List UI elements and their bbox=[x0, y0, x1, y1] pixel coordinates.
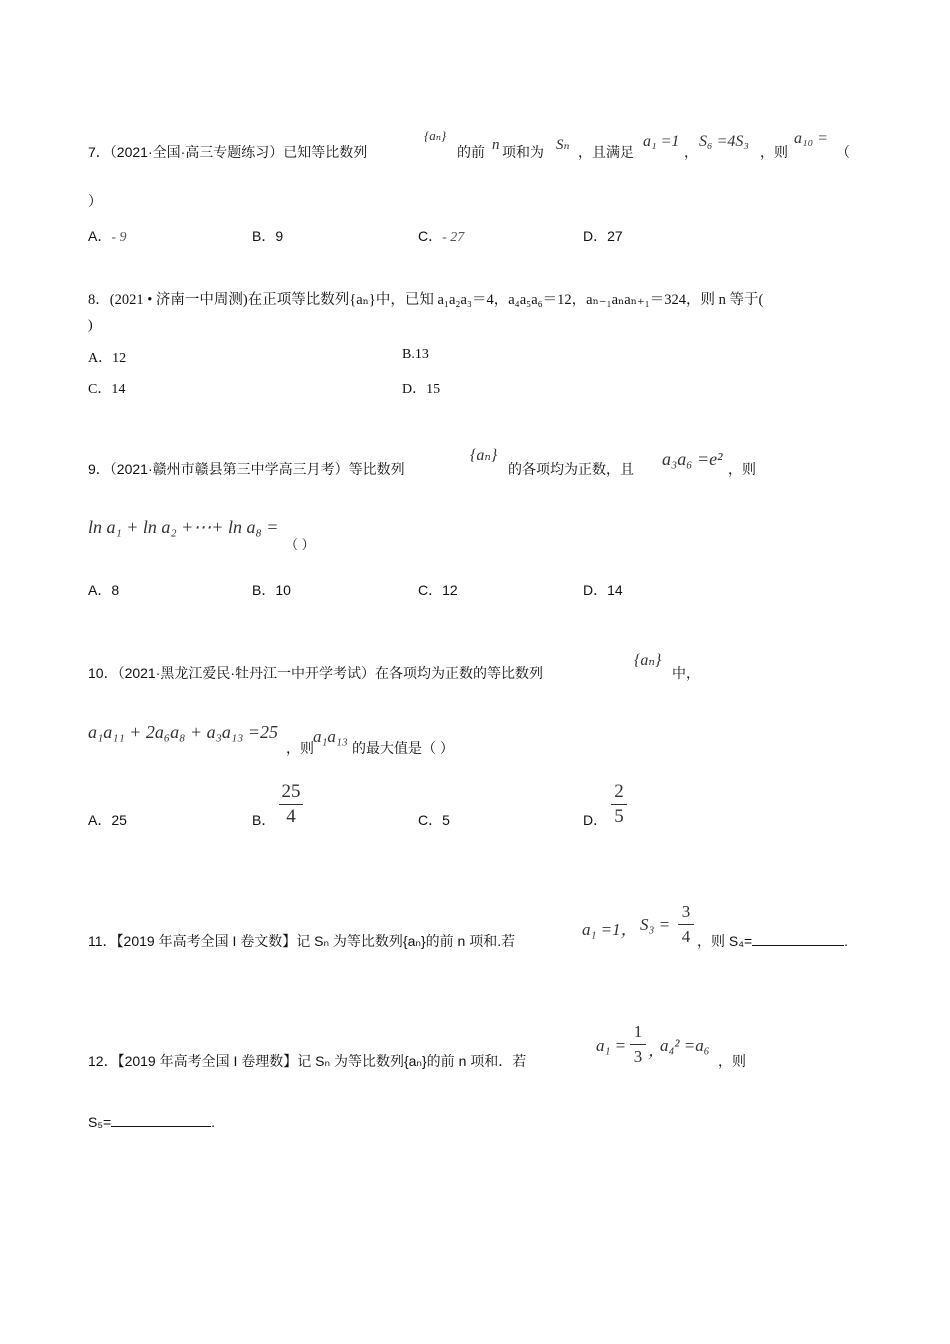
q12-condition: a₄² =a₆ bbox=[660, 1036, 710, 1055]
q11-stem: 11．【2019 年高考全国 I 卷文数】记 Sₙ 为等比数列{aₙ}的前 n 项和.若 bbox=[88, 933, 516, 949]
q12-fraction bbox=[630, 1021, 646, 1068]
q10-option-d-denominator: 5 bbox=[614, 806, 624, 827]
q7-Sn: Sₙ bbox=[556, 137, 570, 153]
q7-sequence: {aₙ} bbox=[424, 128, 447, 143]
q10-option-a: A．25 bbox=[88, 812, 127, 828]
q9-option-b: B．10 bbox=[252, 582, 291, 598]
q12-numerator: 1 bbox=[633, 1022, 643, 1041]
q11-condition-a1: a₁ =1， bbox=[582, 920, 638, 939]
q11-denominator: 4 bbox=[681, 927, 691, 946]
q10-source: （2021·黑龙江爱民·牡丹江一中开学考试）在各项均为正数的等比数列 bbox=[117, 665, 544, 681]
q7-comma: ， bbox=[684, 144, 698, 160]
q9-option-c: C．12 bbox=[418, 582, 458, 598]
q9-sequence: {aₙ} bbox=[470, 447, 498, 464]
q9-condition: a₃a₆ =e² bbox=[662, 449, 723, 469]
q11-answer-label: ，则 S₄= bbox=[697, 933, 753, 949]
q9-text-then: ，则 bbox=[728, 461, 756, 477]
q10-option-d-fraction bbox=[611, 781, 627, 828]
q11-fraction bbox=[678, 901, 694, 948]
q7-target: a₁₀ = bbox=[794, 130, 828, 147]
q7-text-satisfy: ，且满足 bbox=[578, 144, 634, 160]
q9-paren: （ ） bbox=[285, 537, 315, 552]
q8-option-d: D．15 bbox=[402, 382, 441, 397]
q12-period: . bbox=[211, 1114, 216, 1130]
q10-option-b-denominator: 4 bbox=[286, 806, 296, 827]
q7-option-b: B．9 bbox=[252, 228, 284, 244]
q10-expression: a₁a₁₁ + 2a₆a₈ + a₃a₁₃ =25 bbox=[88, 722, 279, 742]
q10-line1 bbox=[88, 663, 543, 683]
q7-condition-S6: S₆ =4S₃ bbox=[699, 133, 749, 150]
q7-number: 7． bbox=[88, 144, 110, 160]
q11-S3: S₃ = bbox=[640, 915, 671, 934]
q8-option-c: C．14 bbox=[88, 382, 126, 397]
q10-option-d-numerator: 2 bbox=[614, 781, 624, 802]
q7-line1 bbox=[88, 142, 367, 162]
q11-period: . bbox=[844, 933, 849, 949]
q7-condition-a1: a₁ =1 bbox=[643, 133, 680, 150]
q9-number: 9． bbox=[88, 461, 110, 477]
q9-option-d: D．14 bbox=[583, 582, 623, 598]
q7-n: n bbox=[492, 137, 500, 153]
q12-line2 bbox=[88, 1113, 215, 1130]
q9-text-positive: 的各项均为正数，且 bbox=[508, 461, 634, 477]
q10-target: a₁a₁₃ bbox=[313, 727, 348, 746]
q11-answer-blank[interactable] bbox=[752, 932, 844, 946]
q7-option-c: C．- 27 bbox=[418, 228, 465, 245]
q10-text-in: 中， bbox=[672, 665, 700, 681]
q12-denominator: 3 bbox=[633, 1047, 643, 1066]
q9-line1 bbox=[88, 459, 405, 479]
q11-bar bbox=[678, 924, 694, 925]
q10-option-b-fraction bbox=[279, 781, 303, 828]
q11-numerator: 3 bbox=[681, 902, 691, 921]
q10-number: 10． bbox=[88, 665, 118, 681]
q10-option-d-label: D． bbox=[583, 812, 608, 828]
q7-text-sum: 项和为 bbox=[502, 144, 544, 160]
q12-a1: a₁ = bbox=[596, 1036, 627, 1055]
q12-tail: ，则 bbox=[718, 1053, 746, 1069]
q9-option-a: A．8 bbox=[88, 582, 120, 598]
q10-option-b-numerator: 25 bbox=[281, 781, 301, 802]
q8-option-b: B.13 bbox=[402, 347, 429, 362]
q10-sequence: {aₙ} bbox=[634, 652, 662, 669]
q9-source: （2021·赣州市赣县第三中学高三月考）等比数列 bbox=[109, 461, 405, 477]
q7-text-before: 的前 bbox=[457, 144, 485, 160]
q12-comma: ， bbox=[648, 1041, 665, 1060]
q9-expression: ln a₁ + ln a₂ +⋯+ ln a₈ = bbox=[88, 517, 279, 537]
q10-text-max: 的最大值是（ ） bbox=[352, 740, 454, 756]
q8-paren-close: ) bbox=[88, 318, 93, 333]
q12-bar bbox=[630, 1044, 646, 1045]
q8-stem: 8．(2021 • 济南一中周测)在正项等比数列{aₙ}中，已知 a₁a₂a₃＝4，a₄a₅a₆＝12，aₙ₋₁aₙaₙ₊₁＝324，则 n 等于( bbox=[88, 292, 764, 308]
q12-answer-label: S₅= bbox=[88, 1114, 112, 1130]
q10-option-b-label: B． bbox=[252, 812, 276, 828]
q7-option-d: D．27 bbox=[583, 228, 623, 244]
q12-stem: 12．【2019 年高考全国 I 卷理数】记 Sₙ 为等比数列{aₙ}的前 n 项和．若 bbox=[88, 1053, 527, 1069]
q7-paren-open: （ bbox=[836, 144, 850, 160]
q7-option-a: A．- 9 bbox=[88, 228, 127, 245]
q10-option-b-bar bbox=[279, 804, 303, 805]
q7-text-then: ，则 bbox=[760, 144, 788, 160]
q7-source: （2021·全国·高三专题练习）已知等比数列 bbox=[109, 144, 368, 160]
q10-text-then: ，则 bbox=[286, 740, 314, 756]
q11-tail bbox=[697, 931, 848, 951]
q10-option-d-bar bbox=[611, 804, 627, 805]
q12-answer-blank[interactable] bbox=[111, 1113, 211, 1127]
q10-option-c: C．5 bbox=[418, 812, 450, 828]
q8-option-a: A．12 bbox=[88, 351, 127, 366]
q7-paren-close: ） bbox=[88, 193, 102, 209]
